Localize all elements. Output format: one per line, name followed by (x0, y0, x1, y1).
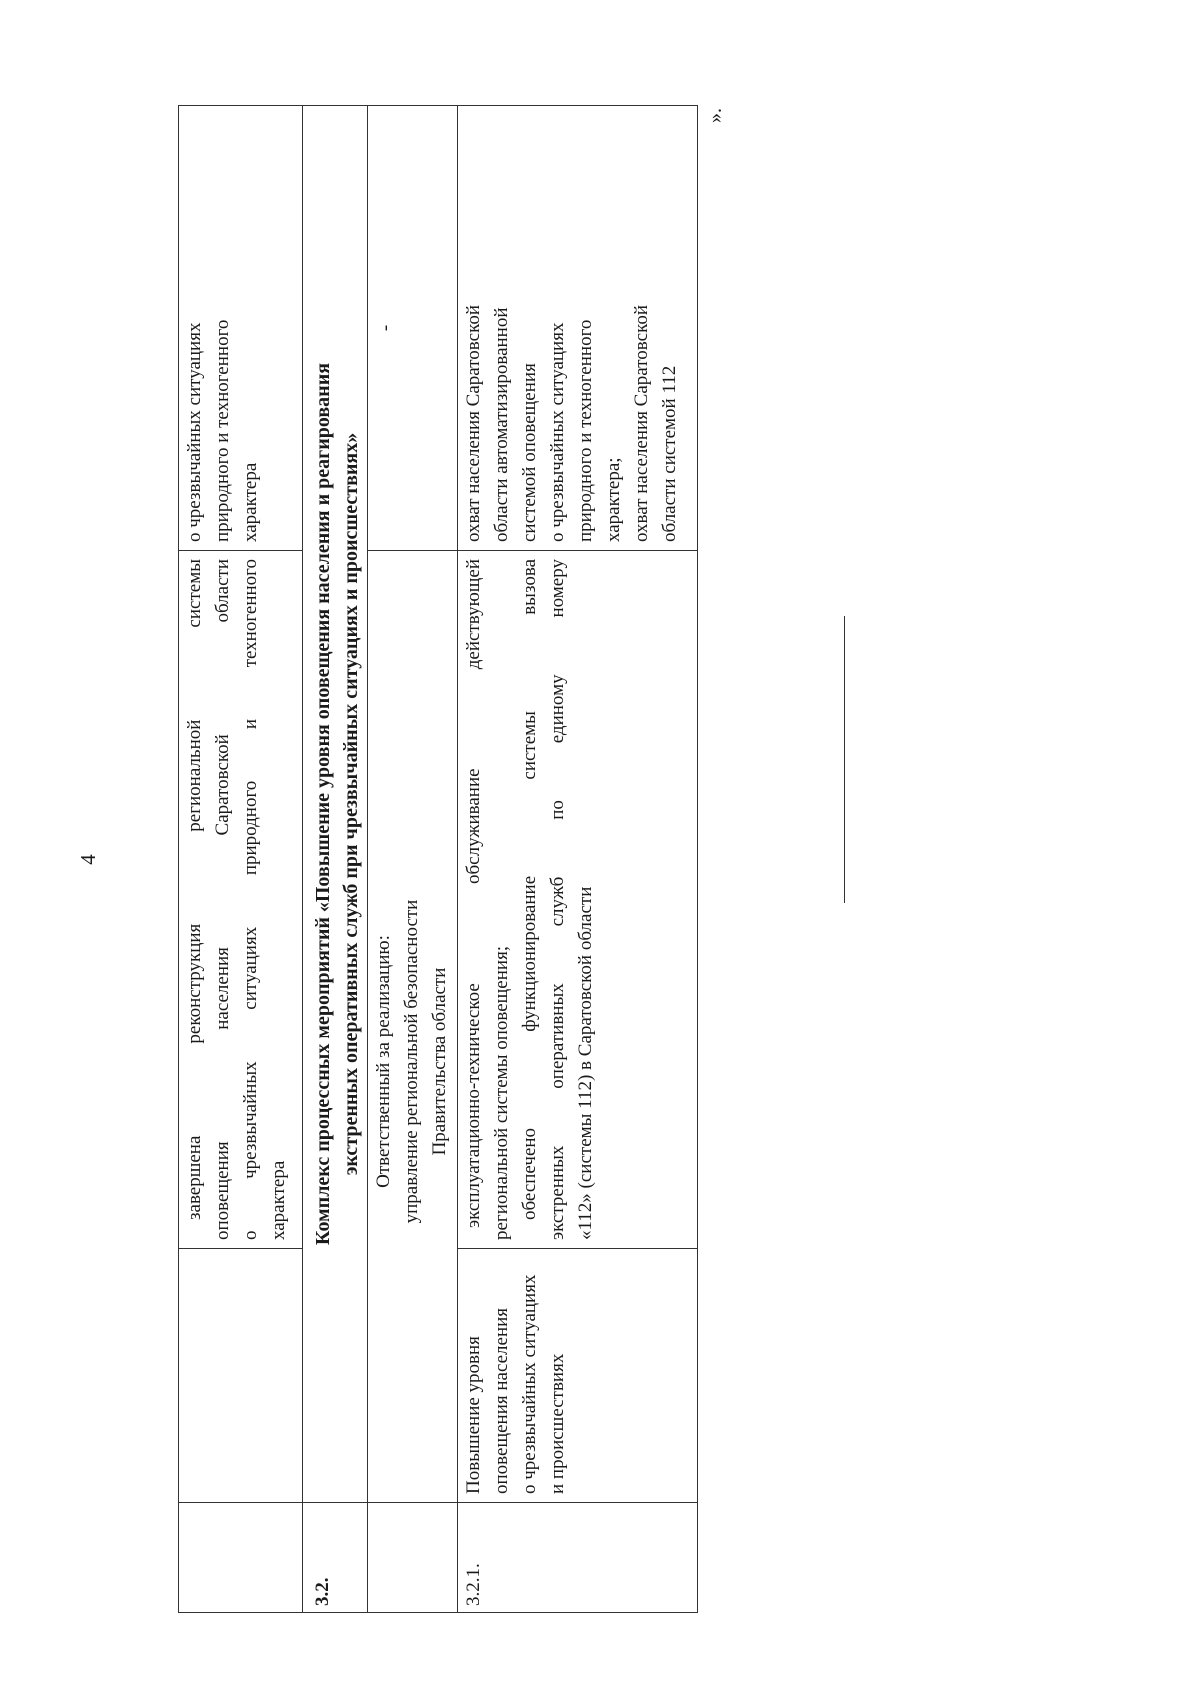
text-line: природного и техногенного (575, 319, 596, 542)
text-line: обеспечено функционирование системы вызова (519, 559, 540, 1220)
section-number: 3.2. (303, 1503, 368, 1613)
closing-quote: ». (704, 108, 726, 123)
text-line: области автоматизированной (491, 307, 512, 542)
measures-table (178, 105, 698, 1613)
task-row (458, 106, 698, 1613)
text-line: природного и техногенного (212, 319, 233, 542)
rotated-document-page (76, 106, 734, 1613)
text-line: о чрезвычайных ситуациях (547, 322, 568, 542)
text-line: охват населения Саратовской (631, 304, 652, 542)
text-line: о чрезвычайных ситуациях природного и техногенного (240, 559, 261, 1240)
text-line: оповещения населения Саратовской области (212, 559, 233, 1240)
section-title-line: Комплекс процессных мероприятий «Повышение уровня оповещения населения и реагирования (312, 362, 334, 1246)
task-number: 3.2.1. (458, 1503, 698, 1613)
responsible-number-cell (368, 1503, 458, 1613)
text-line: Повышение уровня (463, 1336, 484, 1494)
responsible-line: Ответственный за реализацию: (373, 935, 394, 1188)
text-line: «112» (системы 112) в Саратовской области (575, 886, 596, 1240)
continuation-name-cell (179, 1249, 303, 1503)
responsible-line: Правительства области (429, 967, 450, 1156)
responsible-row (368, 106, 458, 1613)
text-line: эксплуатационно-техническое обслуживание действующей (463, 559, 484, 1228)
text-line: о чрезвычайных ситуациях (184, 322, 205, 542)
page-number: 4 (76, 854, 100, 865)
text-line: охват населения Саратовской (463, 304, 484, 542)
responsible-cell (368, 551, 458, 1503)
text-line: характера (268, 1160, 289, 1240)
task-description-cell (458, 551, 698, 1249)
responsible-result-dash: - (368, 106, 458, 551)
text-line: региональной системы оповещения; (491, 945, 512, 1240)
task-name-cell (458, 1249, 698, 1503)
text-line: оповещения населения (491, 1307, 512, 1494)
continuation-number-cell (179, 1503, 303, 1613)
section-title-line: экстренных оперативных служб при чрезвычайных ситуациях и происшествиях» (340, 432, 362, 1176)
text-line: области системой 112 (659, 365, 680, 542)
text-line: характера; (603, 457, 624, 542)
horizontal-rule (844, 616, 845, 903)
text-line: о чрезвычайных ситуациях (519, 1274, 540, 1494)
responsible-line: управление региональной безопасности (401, 899, 422, 1224)
continuation-description-cell (179, 551, 303, 1249)
section-row (303, 106, 368, 1613)
text-line: и происшествиях (547, 1353, 568, 1494)
section-title (303, 106, 368, 1503)
text-line: экстренных оперативных служб по единому номеру (547, 559, 568, 1240)
task-result-cell (458, 106, 698, 551)
text-line: завершена реконструкция региональной системы (184, 559, 205, 1220)
text-line: характера (240, 462, 261, 542)
text-line: системой оповещения (519, 363, 540, 542)
continuation-row (179, 106, 303, 1613)
continuation-result-cell (179, 106, 303, 551)
